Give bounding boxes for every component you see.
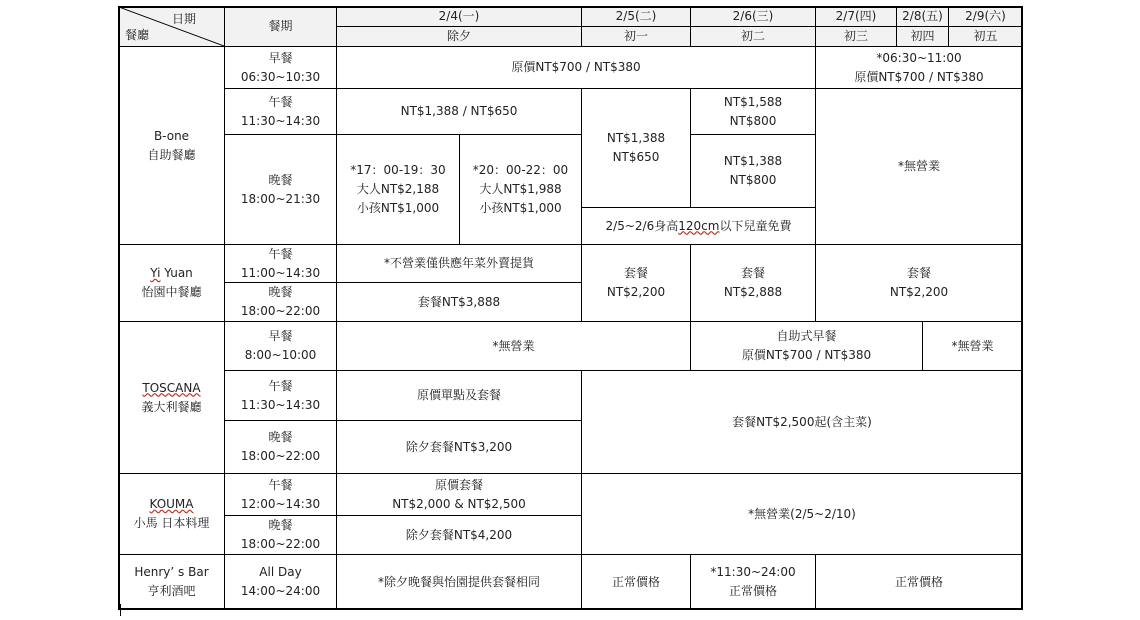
restaurant-name-zh: 義大利餐廳	[141, 399, 202, 414]
meal-time: 18:00~21:30	[240, 191, 321, 206]
meal-label: 午餐	[268, 477, 293, 492]
restaurant-yiyuan	[118, 244, 225, 322]
bone-dinner-eve-second: *20：00-22：00 大人NT$1,988 小孩NT$1,000	[459, 134, 582, 245]
meal-period-lunch	[224, 370, 337, 421]
restaurant-name-zh: 亨利酒吧	[147, 584, 196, 598]
text-cursor-mark	[120, 604, 121, 616]
toscana-dinner-eve: 除夕套餐NT$3,200	[336, 420, 582, 474]
meal-period-dinner	[224, 134, 337, 245]
meal-label: 午餐	[268, 94, 293, 109]
lunar-header-0: 除夕	[336, 26, 582, 47]
toscana-breakfast-closed-d5: *無營業	[922, 321, 1023, 371]
meal-period-breakfast	[224, 46, 337, 89]
restaurant-toscana	[118, 321, 225, 474]
meal-time: 14:00~24:00	[240, 584, 321, 598]
yiyuan-dinner-eve: 套餐NT$3,888	[336, 282, 582, 322]
kids-note-suffix: 以下兒童免費	[719, 218, 792, 233]
date-header-4: 2/8(五)	[896, 6, 949, 27]
kids-note-prefix: 2/5~2/6身高	[605, 218, 679, 233]
date-header-label: 日期	[171, 12, 196, 26]
meal-label: 晚餐	[268, 518, 293, 532]
lunar-header-3: 初三	[815, 26, 897, 47]
henry-eve: *除夕晚餐與怡園提供套餐相同	[336, 554, 582, 610]
yiyuan-set-rest: 套餐 NT$2,200	[815, 244, 1023, 322]
date-header-3: 2/7(四)	[815, 6, 897, 27]
meal-label: 早餐	[268, 50, 293, 65]
henry-d1: 正常價格	[581, 554, 691, 610]
meal-period-all-day	[224, 554, 337, 610]
restaurant-header-label: 餐廳	[125, 28, 150, 42]
bone-dinner-d2: NT$1,388 NT$800	[690, 134, 816, 208]
meal-label: 午餐	[268, 246, 293, 261]
meal-time: 18:00~22:00	[240, 537, 321, 551]
kouma-closed-rest: *無營業(2/5~2/10)	[581, 473, 1023, 555]
meal-time: 8:00~10:00	[244, 348, 317, 362]
meal-time: 11:30~14:30	[240, 113, 321, 128]
meal-time: 12:00~14:30	[240, 496, 321, 511]
toscana-lunch-eve: 原價單點及套餐	[336, 370, 582, 421]
meal-label: 晚餐	[268, 285, 293, 299]
kouma-dinner-eve: 除夕套餐NT$4,200	[336, 515, 582, 555]
bone-kids-note	[581, 207, 816, 245]
bone-dinner-eve-first: *17：00-19：30 大人NT$2,188 小孩NT$1,000	[336, 134, 460, 245]
restaurant-name-en: TOSCANA	[142, 380, 201, 395]
restaurant-bone	[118, 46, 225, 245]
restaurant-name-zh: 怡園中餐廳	[141, 285, 202, 299]
date-header-2: 2/6(三)	[690, 6, 816, 27]
date-header-1: 2/5(二)	[581, 6, 691, 27]
henry-d2: *11:30~24:00 正常價格	[690, 554, 816, 610]
meal-period-dinner	[224, 282, 337, 322]
restaurant-kouma	[118, 473, 225, 555]
bone-lunch-d2: NT$1,588 NT$800	[690, 88, 816, 135]
meal-time: 06:30~10:30	[240, 69, 321, 84]
restaurant-name-zh: 自助餐廳	[147, 147, 196, 162]
restaurant-name-en	[150, 264, 193, 283]
meal-period-dinner	[224, 420, 337, 474]
meal-label: All Day	[259, 565, 302, 579]
meal-time: 18:00~22:00	[240, 449, 321, 463]
meal-time: 18:00~22:00	[240, 304, 321, 318]
toscana-breakfast-buffet: 自助式早餐 原價NT$700 / NT$380	[690, 321, 923, 371]
lunar-header-5: 初五	[948, 26, 1023, 47]
meal-label: 晚餐	[268, 430, 293, 444]
meal-period-breakfast	[224, 321, 337, 371]
meal-period-dinner	[224, 515, 337, 555]
bone-price-d1: NT$1,388 NT$650	[581, 88, 691, 208]
meal-time: 11:00~14:30	[240, 265, 321, 280]
meal-period-lunch	[224, 244, 337, 283]
restaurant-henry-bar	[118, 554, 225, 610]
lunar-header-1: 初一	[581, 26, 691, 47]
lunar-header-4: 初四	[896, 26, 949, 47]
meal-period-lunch	[224, 88, 337, 135]
yiyuan-set-d1: 套餐 NT$2,200	[581, 244, 691, 322]
restaurant-name-en: Henry’ s Bar	[134, 565, 209, 579]
header-corner-cell	[118, 6, 225, 47]
restaurant-name-zh: 小馬 日本料理	[133, 516, 210, 530]
restaurant-name-en-rest: Yuan	[160, 266, 193, 280]
toscana-set-rest: 套餐NT$2,500起(含主菜)	[581, 370, 1023, 474]
meal-period-header: 餐期	[224, 6, 337, 47]
lunar-header-2: 初二	[690, 26, 816, 47]
bone-breakfast-late: *06:30~11:00 原價NT$700 / NT$380	[815, 46, 1023, 89]
date-header-5: 2/9(六)	[948, 6, 1023, 27]
kids-note-height: 120cm	[678, 218, 720, 233]
restaurant-name-en-part: Yi	[150, 266, 161, 280]
restaurant-name-en: KOUMA	[149, 497, 194, 511]
toscana-breakfast-closed: *無營業	[336, 321, 691, 371]
date-header-0: 2/4(一)	[336, 6, 582, 27]
kouma-lunch-eve: 原價套餐 NT$2,000 & NT$2,500	[336, 473, 582, 516]
meal-label: 晚餐	[268, 172, 293, 187]
bone-lunch-eve: NT$1,388 / NT$650	[336, 88, 582, 135]
meal-label: 午餐	[268, 378, 293, 393]
henry-rest: 正常價格	[815, 554, 1023, 610]
meal-time: 11:30~14:30	[240, 397, 321, 412]
yiyuan-lunch-eve: *不營業僅供應年菜外賣提貨	[336, 244, 582, 283]
restaurant-name-en: B-one	[153, 128, 190, 143]
yiyuan-set-d2: 套餐 NT$2,888	[690, 244, 816, 322]
bone-breakfast-price: 原價NT$700 / NT$380	[336, 46, 816, 89]
bone-closed: *無營業	[815, 88, 1023, 245]
meal-period-lunch	[224, 473, 337, 516]
meal-label: 早餐	[268, 329, 293, 343]
